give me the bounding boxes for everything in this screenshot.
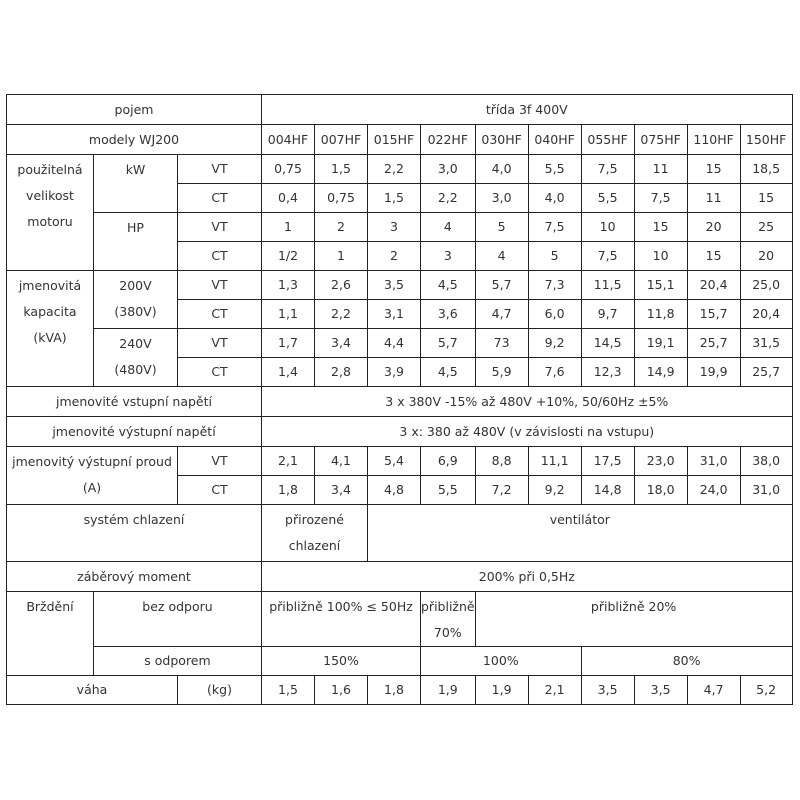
natural-cooling: přirozené chlazení — [262, 505, 368, 562]
model-cell: 004HF — [262, 125, 315, 155]
value-cell: 5,5 — [528, 155, 581, 184]
value-cell: 1/2 — [262, 242, 315, 271]
specification-table — [6, 94, 793, 705]
value-cell: 5,9 — [475, 358, 528, 387]
value-cell: 2 — [315, 213, 368, 242]
model-cell: 007HF — [315, 125, 368, 155]
model-cell: 055HF — [581, 125, 634, 155]
cooling-label: systém chlazení — [7, 505, 262, 562]
table-row — [7, 562, 793, 592]
value-cell: 3,5 — [581, 676, 634, 705]
table-row — [7, 329, 793, 358]
value-cell: 6,9 — [421, 447, 476, 476]
value-cell: 1,5 — [368, 184, 421, 213]
value-cell: 5,5 — [581, 184, 634, 213]
input-voltage-value: 3 x 380V -15% až 480V +10%, 50/60Hz ±5% — [262, 387, 793, 417]
value-cell: 11,1 — [528, 447, 581, 476]
value-cell: 11 — [687, 184, 740, 213]
value-cell: 4,0 — [528, 184, 581, 213]
table-row — [7, 417, 793, 447]
value-cell: 18,0 — [634, 476, 687, 505]
value-cell: 4,7 — [687, 676, 740, 705]
value-cell: 7,5 — [581, 242, 634, 271]
value-cell: 31,0 — [687, 447, 740, 476]
value-cell: 2,2 — [368, 155, 421, 184]
value-cell: 3,0 — [475, 184, 528, 213]
output-voltage-label: jmenovité výstupní napětí — [7, 417, 262, 447]
header-row — [7, 95, 793, 125]
vt-label: VT — [178, 155, 262, 184]
value-cell: 20,4 — [687, 271, 740, 300]
value-cell: 38,0 — [740, 447, 792, 476]
value-cell: 1 — [315, 242, 368, 271]
model-cell: 030HF — [475, 125, 528, 155]
class-header: třída 3f 400V — [262, 95, 793, 125]
value-cell: 4,4 — [368, 329, 421, 358]
table-row — [7, 505, 793, 562]
value-cell: 20 — [687, 213, 740, 242]
ct-label: CT — [178, 300, 262, 329]
table-row — [7, 676, 793, 705]
value-cell: 25 — [740, 213, 792, 242]
value-cell: 3,4 — [315, 329, 368, 358]
value-cell: 4,5 — [421, 271, 476, 300]
vt-label: VT — [178, 213, 262, 242]
value-cell: 20,4 — [740, 300, 792, 329]
value-cell: 7,6 — [528, 358, 581, 387]
value-cell: 23,0 — [634, 447, 687, 476]
vt-label: VT — [178, 329, 262, 358]
table-row — [7, 647, 793, 676]
value-cell: 5,2 — [740, 676, 792, 705]
value-cell: 25,0 — [740, 271, 792, 300]
model-cell: 040HF — [528, 125, 581, 155]
weight-unit: (kg) — [178, 676, 262, 705]
kw-label: kW — [94, 155, 178, 213]
value-cell: 4,7 — [475, 300, 528, 329]
model-cell: 022HF — [421, 125, 476, 155]
value-cell: 0,4 — [262, 184, 315, 213]
concept-header: pojem — [7, 95, 262, 125]
without-resistor-label: bez odporu — [94, 592, 262, 647]
value-cell: 11,5 — [581, 271, 634, 300]
value-cell: 3,5 — [634, 676, 687, 705]
value-cell: 31,0 — [740, 476, 792, 505]
model-cell: 015HF — [368, 125, 421, 155]
value-cell: 1,6 — [315, 676, 368, 705]
value-cell: 0,75 — [262, 155, 315, 184]
value-cell: 19,9 — [687, 358, 740, 387]
value-cell: 15 — [687, 242, 740, 271]
value-cell: 2,1 — [528, 676, 581, 705]
value-cell: 14,5 — [581, 329, 634, 358]
table-row — [7, 447, 793, 476]
value-cell: 18,5 — [740, 155, 792, 184]
value-cell: 15,7 — [687, 300, 740, 329]
ct-label: CT — [178, 184, 262, 213]
braking-150-value: 150% — [262, 647, 421, 676]
ct-label: CT — [178, 358, 262, 387]
capacity-label: jmenovitá kapacita (kVA) — [7, 271, 94, 387]
value-cell: 15 — [740, 184, 792, 213]
braking-100-value: přibližně 100% ≤ 50Hz — [262, 592, 421, 647]
value-cell: 2,6 — [315, 271, 368, 300]
value-cell: 25,7 — [687, 329, 740, 358]
voltage-200-label: 200V (380V) — [94, 271, 178, 329]
value-cell: 9,7 — [581, 300, 634, 329]
value-cell: 5,7 — [475, 271, 528, 300]
value-cell: 5,5 — [421, 476, 476, 505]
value-cell: 1,9 — [475, 676, 528, 705]
value-cell: 5,7 — [421, 329, 476, 358]
weight-label: váha — [7, 676, 178, 705]
voltage-240-label: 240V (480V) — [94, 329, 178, 387]
value-cell: 17,5 — [581, 447, 634, 476]
model-cell: 150HF — [740, 125, 792, 155]
value-cell: 2,2 — [421, 184, 476, 213]
value-cell: 3,4 — [315, 476, 368, 505]
ct-label: CT — [178, 476, 262, 505]
value-cell: 1,7 — [262, 329, 315, 358]
hp-label: HP — [94, 213, 178, 271]
value-cell: 73 — [475, 329, 528, 358]
braking-100pct-value: 100% — [421, 647, 582, 676]
value-cell: 0,75 — [315, 184, 368, 213]
value-cell: 4,1 — [315, 447, 368, 476]
value-cell: 9,2 — [528, 476, 581, 505]
value-cell: 7,5 — [581, 155, 634, 184]
value-cell: 7,3 — [528, 271, 581, 300]
model-cell: 110HF — [687, 125, 740, 155]
value-cell: 7,2 — [475, 476, 528, 505]
value-cell: 1,9 — [421, 676, 476, 705]
value-cell: 4,5 — [421, 358, 476, 387]
vt-label: VT — [178, 271, 262, 300]
value-cell: 10 — [581, 213, 634, 242]
value-cell: 11 — [634, 155, 687, 184]
table-row — [7, 592, 793, 647]
table-row — [7, 387, 793, 417]
value-cell: 3 — [368, 213, 421, 242]
value-cell: 3,6 — [421, 300, 476, 329]
value-cell: 5 — [475, 213, 528, 242]
value-cell: 3,1 — [368, 300, 421, 329]
table-row — [7, 213, 793, 242]
value-cell: 1,4 — [262, 358, 315, 387]
value-cell: 1,1 — [262, 300, 315, 329]
braking-70-value: přibližně 70% — [421, 592, 476, 647]
fan-cooling: ventilátor — [368, 505, 793, 562]
value-cell: 1 — [262, 213, 315, 242]
value-cell: 1,3 — [262, 271, 315, 300]
value-cell: 15 — [687, 155, 740, 184]
vt-label: VT — [178, 447, 262, 476]
value-cell: 31,5 — [740, 329, 792, 358]
with-resistor-label: s odporem — [94, 647, 262, 676]
output-current-label: jmenovitý výstupní proud (A) — [7, 447, 178, 505]
value-cell: 5 — [528, 242, 581, 271]
value-cell: 14,8 — [581, 476, 634, 505]
value-cell: 24,0 — [687, 476, 740, 505]
value-cell: 11,8 — [634, 300, 687, 329]
value-cell: 12,3 — [581, 358, 634, 387]
value-cell: 19,1 — [634, 329, 687, 358]
braking-80-value: 80% — [581, 647, 792, 676]
model-cell: 075HF — [634, 125, 687, 155]
value-cell: 15 — [634, 213, 687, 242]
value-cell: 7,5 — [528, 213, 581, 242]
value-cell: 7,5 — [634, 184, 687, 213]
value-cell: 3,0 — [421, 155, 476, 184]
models-label: modely WJ200 — [7, 125, 262, 155]
value-cell: 2,2 — [315, 300, 368, 329]
table-row — [7, 271, 793, 300]
output-voltage-value: 3 x: 380 až 480V (v závislosti na vstupu) — [262, 417, 793, 447]
value-cell: 4,8 — [368, 476, 421, 505]
value-cell: 5,4 — [368, 447, 421, 476]
value-cell: 25,7 — [740, 358, 792, 387]
value-cell: 9,2 — [528, 329, 581, 358]
torque-value: 200% při 0,5Hz — [262, 562, 793, 592]
value-cell: 1,5 — [262, 676, 315, 705]
value-cell: 1,8 — [262, 476, 315, 505]
value-cell: 8,8 — [475, 447, 528, 476]
value-cell: 4 — [475, 242, 528, 271]
value-cell: 2,1 — [262, 447, 315, 476]
value-cell: 1,8 — [368, 676, 421, 705]
value-cell: 15,1 — [634, 271, 687, 300]
value-cell: 14,9 — [634, 358, 687, 387]
value-cell: 4,0 — [475, 155, 528, 184]
value-cell: 10 — [634, 242, 687, 271]
value-cell: 4 — [421, 213, 476, 242]
motor-label: použitelná velikost motoru — [7, 155, 94, 271]
models-row — [7, 125, 793, 155]
value-cell: 2 — [368, 242, 421, 271]
value-cell: 6,0 — [528, 300, 581, 329]
value-cell: 1,5 — [315, 155, 368, 184]
table-row — [7, 155, 793, 184]
braking-20-value: přibližně 20% — [475, 592, 792, 647]
value-cell: 3,5 — [368, 271, 421, 300]
value-cell: 3 — [421, 242, 476, 271]
ct-label: CT — [178, 242, 262, 271]
value-cell: 2,8 — [315, 358, 368, 387]
torque-label: záběrový moment — [7, 562, 262, 592]
braking-label: Brždění — [7, 592, 94, 676]
value-cell: 20 — [740, 242, 792, 271]
input-voltage-label: jmenovité vstupní napětí — [7, 387, 262, 417]
value-cell: 3,9 — [368, 358, 421, 387]
